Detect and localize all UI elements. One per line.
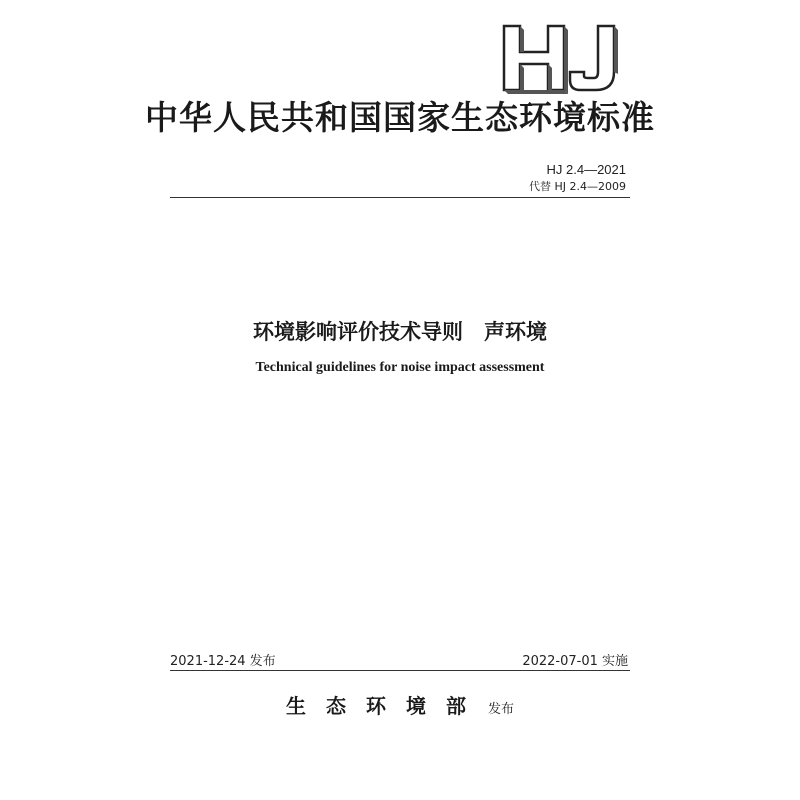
implementation-date: 2022-07-01 实施 xyxy=(522,654,628,669)
document-title-english: Technical guidelines for noise impact assessment xyxy=(255,360,545,375)
standard-number: HJ 2.4—2021 xyxy=(546,162,626,177)
replaced-standard: 代替 HJ 2.4—2009 xyxy=(529,180,626,193)
footer-divider xyxy=(170,670,630,671)
publisher-line xyxy=(0,690,800,719)
hj-logo xyxy=(498,18,624,98)
document-title-chinese: 环境影响评价技术导则 声环境 xyxy=(253,320,547,344)
issue-date: 2021-12-24 发布 xyxy=(170,654,276,669)
publisher-name: 生态环境部 xyxy=(285,694,486,718)
header-divider xyxy=(170,197,630,198)
publish-verb: 发布 xyxy=(487,702,514,717)
standard-category-title: 中华人民共和国国家生态环境标准 xyxy=(145,98,655,137)
